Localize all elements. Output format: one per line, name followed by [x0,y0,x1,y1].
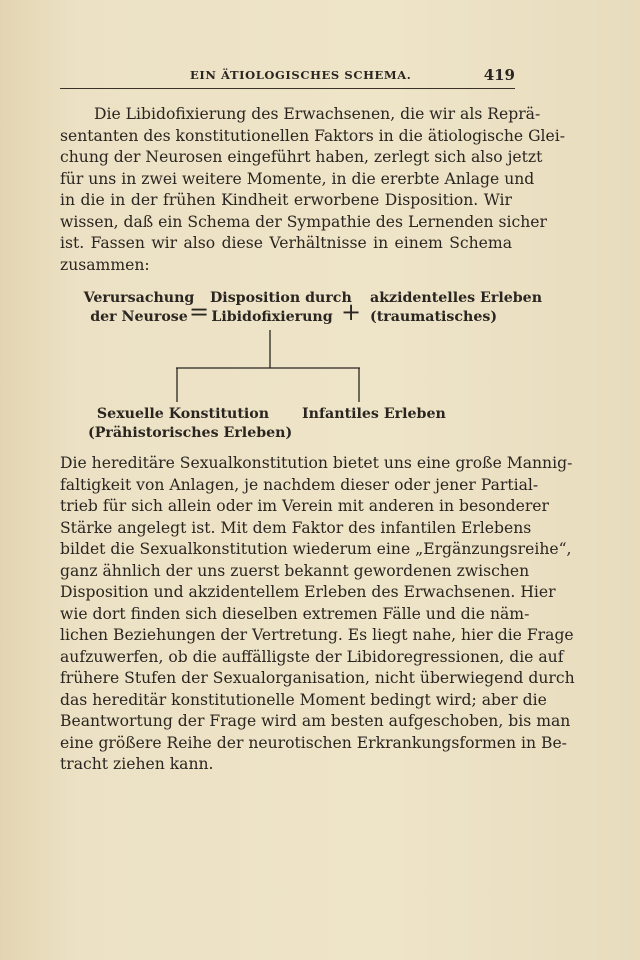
text-line: aufzuwerfen, ob die auffälligste der Libidoregressionen, die auf [60,647,564,666]
text-line: Stärke angelegt ist. Mit dem Faktor des infantilen Erlebens [60,518,532,537]
text-line: ist. Fassen wir also diese Verhältnisse in einem Schema [60,234,512,252]
text-line: tracht ziehen kann. [60,755,214,773]
text-line: lichen Beziehungen der Vertretung. Es liegt nahe, hier die Frage [60,626,574,644]
text-line: bildet die Sexualkonstitution wiederum eine „Ergänzungsreihe“, [60,540,572,558]
text-line: wie dort finden sich dieselben extremen Fälle und die näm- [60,604,530,623]
text-line: zusammen: [60,255,150,274]
scheme-right-term-line: akzidentelles Erleben [370,290,543,306]
text-line: frühere Stufen der Sexualorganisation, nicht überwiegend durch [60,669,575,687]
text-line: eine größere Reihe der neurotischen Erkrankungsformen in Be- [60,733,567,752]
scheme-left-term-line: Verursachung [83,290,195,306]
text-line: für uns in zwei weitere Momente, in die ererbte Anlage und [60,169,535,188]
text-line: Disposition und akzidentellem Erleben des Erwachsenen. Hier [60,583,556,601]
scheme-middle-term-line: Disposition durch [210,290,352,306]
text-line: trieb für sich allein oder im Verein mit anderen in besonderer [60,497,549,515]
text-line: das hereditär konstitutionelle Moment bedingt wird; aber die [60,690,547,709]
text-line: Die hereditäre Sexualkonstitution bietet uns eine große Mannig- [60,454,573,472]
plus-sign: + [341,298,362,326]
scheme-right-term-line: (traumatisches) [370,309,498,325]
scheme-branch-left [88,405,293,443]
scheme-left-term-line: der Neurose [90,309,188,325]
running-title: EIN ÄTIOLOGISCHES SCHEMA. [190,68,412,82]
scheme-right-term [370,289,542,327]
text-line: Die Libidofixierung des Erwachsenen, die wir als Reprä- [94,105,541,123]
paragraph-2 [60,453,575,776]
equals-sign: = [189,298,210,326]
scheme-middle-term [210,289,352,327]
text-line: chung der Neurosen eingeführt haben, zerlegt sich also jetzt [60,148,543,166]
text-line: in die in der frühen Kindheit erworbene Disposition. Wir [60,191,512,209]
text-line: faltigkeit von Anlagen, je nachdem dieser oder jener Partial- [60,475,539,494]
scheme-branch-left-line: Sexuelle Konstitution [96,406,270,422]
text-line: ganz ähnlich der uns zuerst bekannt gewordenen zwischen [60,561,530,580]
page-number: 419 [483,66,515,84]
scheme-left-term [80,289,198,327]
scheme-middle-term-line: Libidofixierung [211,309,333,325]
text-line: sentanten des konstitutionellen Faktors in die ätiologische Glei- [60,126,565,145]
text-line: Beantwortung der Frage wird am besten aufgeschoben, bis man [60,712,571,730]
scheme-branch-right: Infantiles Erleben [302,406,446,422]
scheme-branch-left-line: (Prähistorisches Erleben) [88,425,293,441]
text-line: wissen, daß ein Schema der Sympathie des Lernenden sicher [60,212,547,231]
